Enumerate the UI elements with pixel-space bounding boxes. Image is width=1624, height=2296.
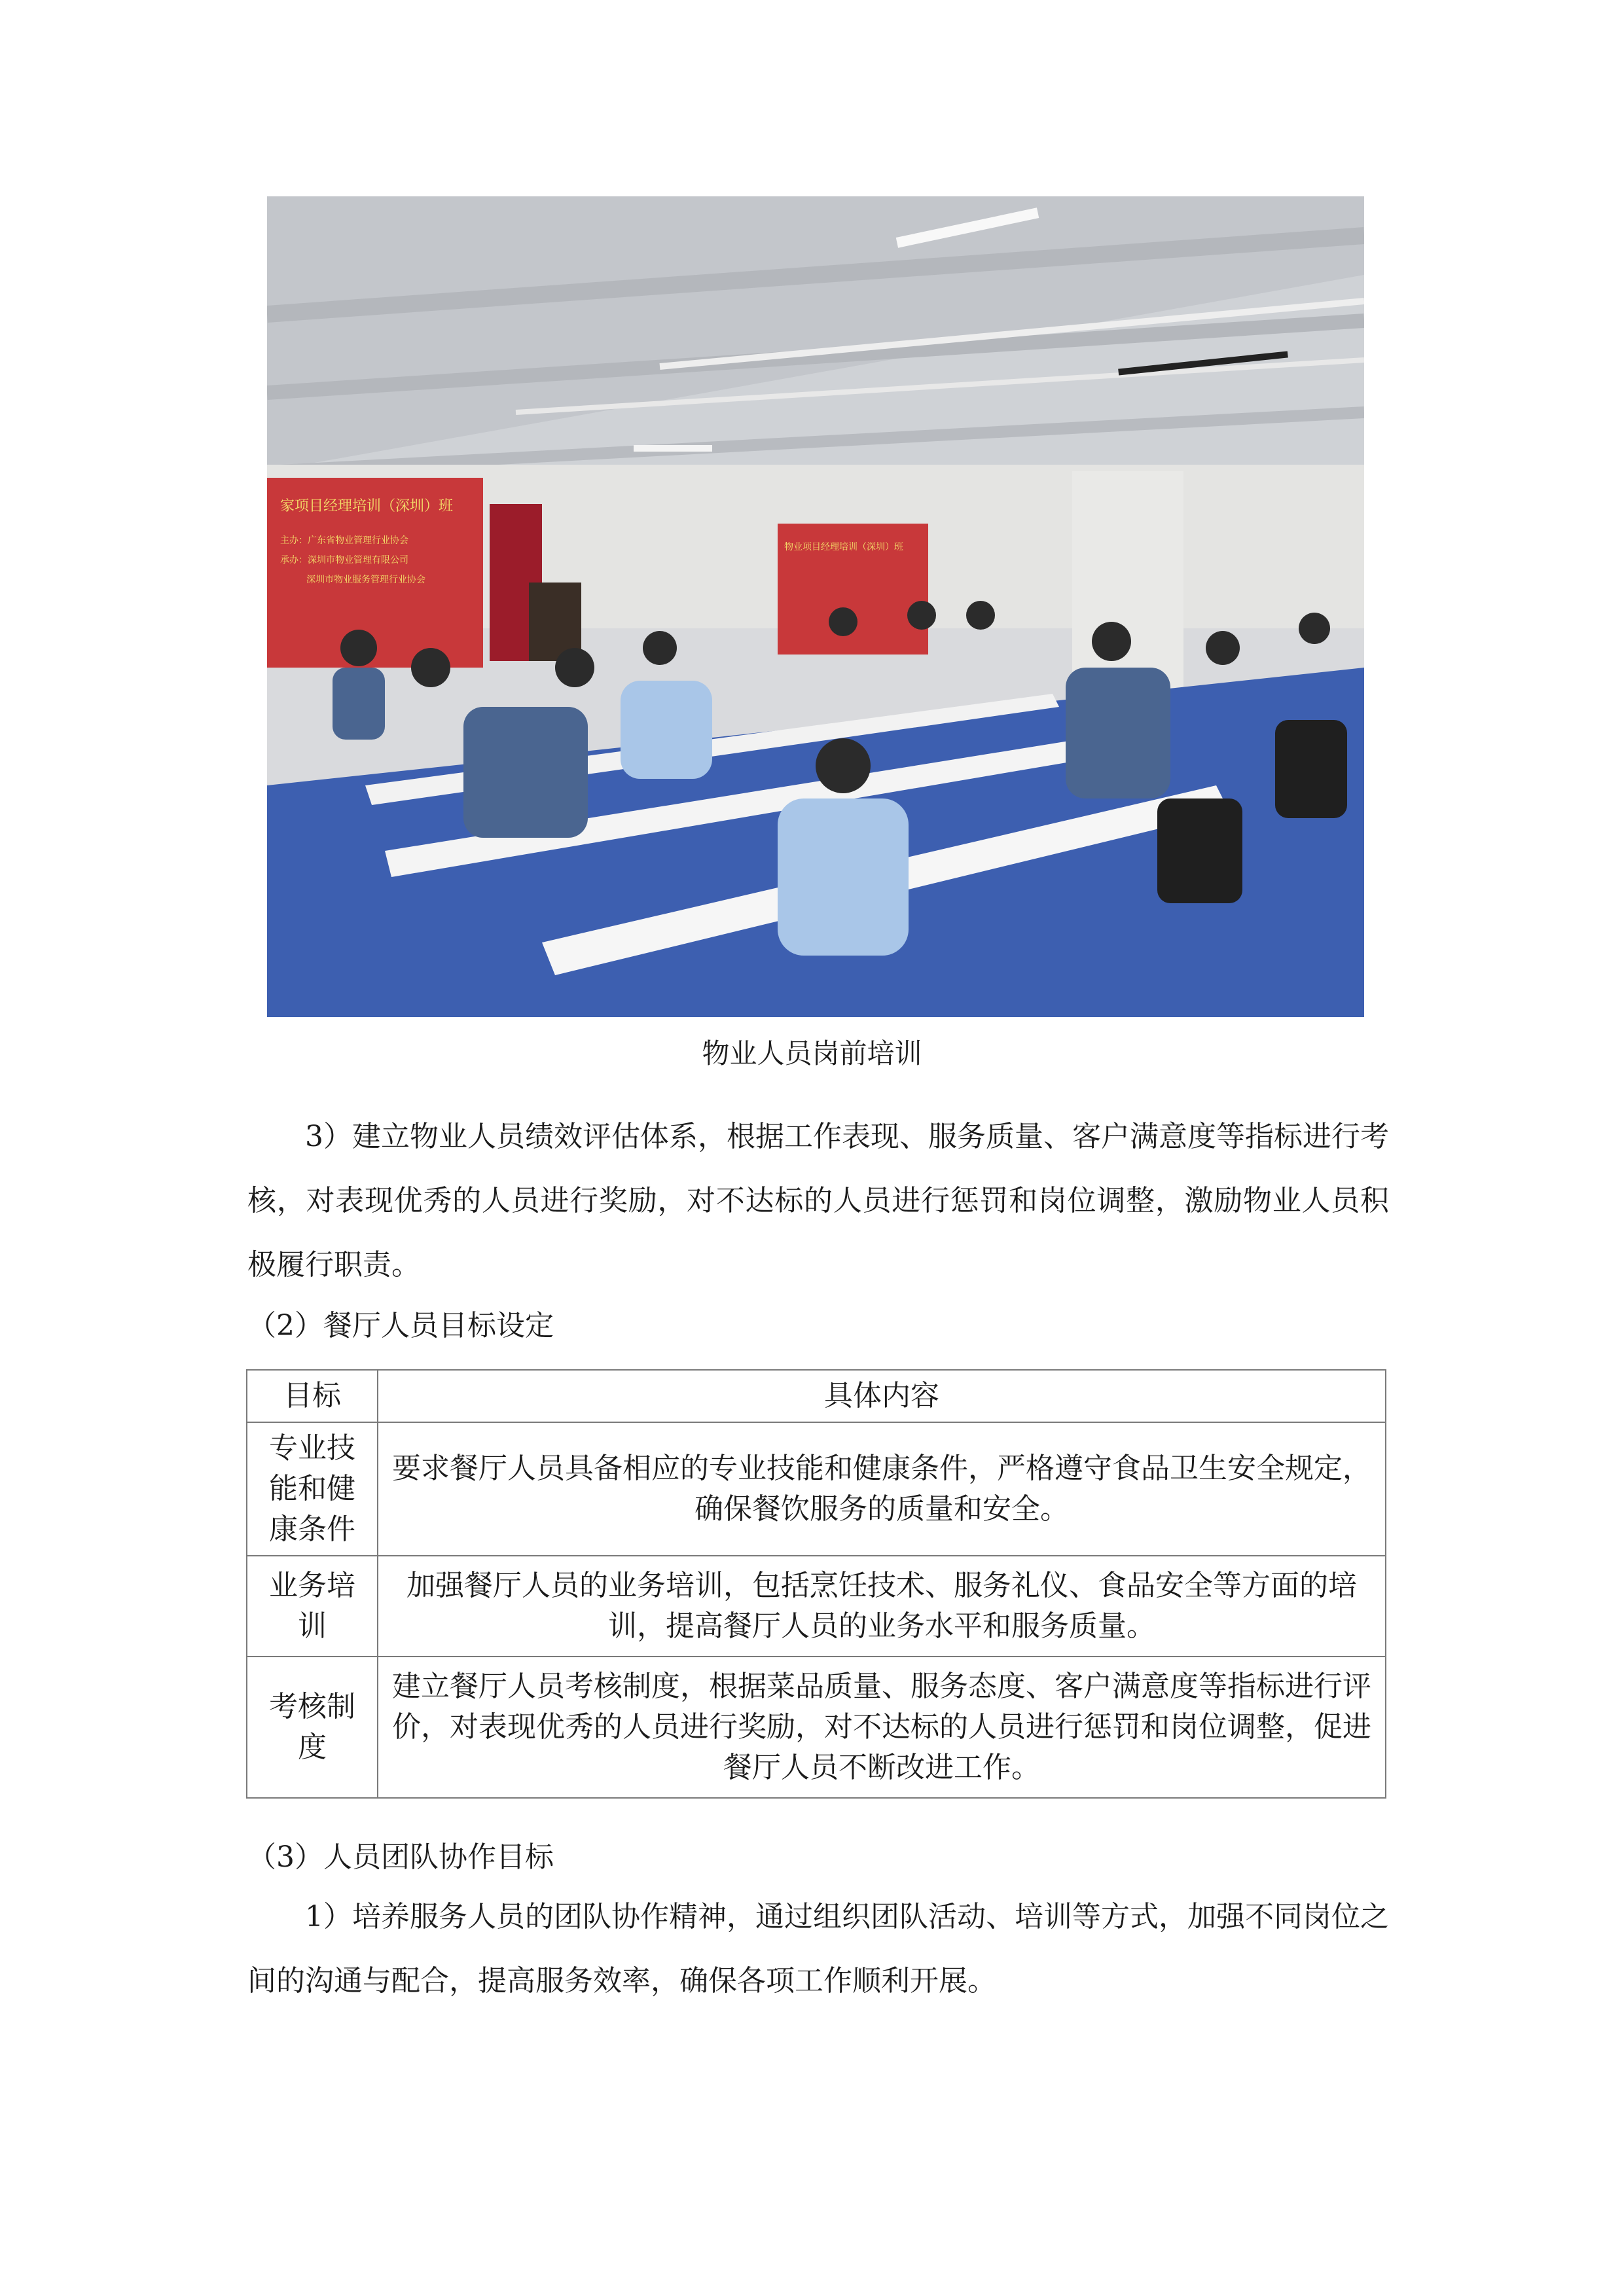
table-header-row xyxy=(247,1370,1386,1422)
screen-left-line: 深圳市物业服务管理行业协会 xyxy=(306,575,425,585)
table-cell-content: 建立餐厅人员考核制度，根据菜品质量、服务态度、客户满意度等指标进行评价，对表现优秀的人员进行奖励，对不达标的人员进行惩罚和岗位调整，促进餐厅人员不断改进工作。 xyxy=(378,1657,1386,1798)
training-photo xyxy=(267,196,1364,1017)
table-cell-target: 考核制度 xyxy=(247,1657,378,1798)
table-cell-content: 要求餐厅人员具备相应的专业技能和健康条件，严格遵守食品卫生安全规定，确保餐饮服务的质量和安全。 xyxy=(378,1422,1386,1556)
paragraph-performance: 3）建立物业人员绩效评估体系，根据工作表现、服务质量、客户满意度等指标进行考核，对表现优秀的人员进行奖励，对不达标的人员进行惩罚和岗位调整，激励物业人员积极履行职责。 xyxy=(247,1120,1389,1282)
table-header: 具体内容 xyxy=(378,1370,1386,1422)
table-row xyxy=(247,1556,1386,1657)
table-row xyxy=(247,1657,1386,1798)
screen-right-title: 物业项目经理培训（深圳）班 xyxy=(784,542,903,552)
section-heading-restaurant: （2）餐厅人员目标设定 xyxy=(247,1309,554,1342)
restaurant-goals-table xyxy=(246,1369,1386,1799)
training-photo-illustration xyxy=(267,196,1364,1017)
table-cell-target: 业务培训 xyxy=(247,1556,378,1657)
paragraph-team: 1）培养服务人员的团队协作精神，通过组织团队活动、培训等方式，加强不同岗位之间的沟通与配合，提高服务效率，确保各项工作顺利开展。 xyxy=(247,1900,1389,1998)
screen-left-title: 家项目经理培训（深圳）班 xyxy=(280,498,454,514)
table-cell-content: 加强餐厅人员的业务培训，包括烹饪技术、服务礼仪、食品安全等方面的培训，提高餐厅人员的业务水平和服务质量。 xyxy=(378,1556,1386,1657)
section-heading-team: （3）人员团队协作目标 xyxy=(247,1840,554,1874)
screen-left-line: 主办：广东省物业管理行业协会 xyxy=(280,535,408,546)
table-cell-target: 专业技能和健康条件 xyxy=(247,1422,378,1556)
screen-left-line: 承办：深圳市物业管理有限公司 xyxy=(280,555,408,565)
table-header: 目标 xyxy=(247,1370,378,1422)
table-row xyxy=(247,1422,1386,1556)
photo-caption: 物业人员岗前培训 xyxy=(702,1037,922,1069)
